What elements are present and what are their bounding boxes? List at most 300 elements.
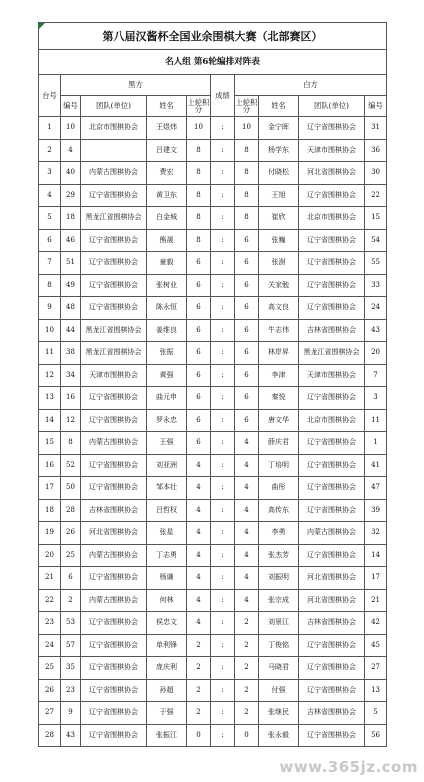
cell-black-team: 辽宁省围棋协会 (81, 387, 147, 410)
table-row (39, 409, 387, 432)
watermark: www.365jz.com (279, 758, 418, 776)
cell-white-team: 辽宁省围棋协会 (299, 117, 365, 140)
table-row (39, 454, 387, 477)
table-row (39, 207, 387, 230)
cell-black-team: 辽宁省围棋协会 (81, 454, 147, 477)
cell-white-number: 7 (365, 364, 387, 387)
cell-black-team: 辽宁省围棋协会 (81, 477, 147, 500)
cell-black-name: 姜维良 (147, 319, 187, 342)
cell-white-name: 秦悦 (259, 387, 299, 410)
pairing-table-frame (38, 22, 386, 747)
cell-black-name: 何林 (147, 589, 187, 612)
cell-black-team: 黑龙江省围棋协会 (81, 207, 147, 230)
cell-white-name: 张永毅 (259, 724, 299, 747)
header-table-no: 台号 (39, 75, 61, 117)
cell-result: : (211, 477, 235, 500)
cell-white-team: 北京市围棋协会 (299, 207, 365, 230)
cell-black-number: 57 (61, 634, 81, 657)
cell-white-number: 22 (365, 184, 387, 207)
cell-black-name: 丁志勇 (147, 544, 187, 567)
cell-table-no: 5 (39, 207, 61, 230)
cell-black-number: 10 (61, 117, 81, 140)
cell-white-number: 15 (365, 207, 387, 230)
cell-black-number: 34 (61, 364, 81, 387)
cell-white-prev-score: 8 (235, 207, 259, 230)
cell-white-number: 47 (365, 477, 387, 500)
table-row (39, 252, 387, 275)
cell-black-prev-score: 6 (187, 387, 211, 410)
cell-white-team: 内蒙古围棋协会 (299, 522, 365, 545)
cell-white-team: 河北省围棋协会 (299, 589, 365, 612)
table-row (39, 679, 387, 702)
cell-black-number: 35 (61, 657, 81, 680)
cell-result: : (211, 544, 235, 567)
cell-white-prev-score: 4 (235, 477, 259, 500)
cell-black-team: 辽宁省围棋协会 (81, 184, 147, 207)
cell-white-name: 薛庆君 (259, 432, 299, 455)
cell-black-prev-score: 4 (187, 544, 211, 567)
cell-white-number: 1 (365, 432, 387, 455)
cell-white-team: 辽宁省围棋协会 (299, 724, 365, 747)
cell-black-number: 53 (61, 612, 81, 635)
cell-black-number: 25 (61, 544, 81, 567)
cell-white-team: 辽宁省围棋协会 (299, 387, 365, 410)
cell-black-team: 辽宁省围棋协会 (81, 634, 147, 657)
cell-black-prev-score: 6 (187, 409, 211, 432)
cell-white-team: 辽宁省围棋协会 (299, 679, 365, 702)
cell-black-number: 43 (61, 724, 81, 747)
table-row (39, 432, 387, 455)
cell-table-no: 14 (39, 409, 61, 432)
cell-black-name: 邹本壮 (147, 477, 187, 500)
table-row (39, 499, 387, 522)
cell-white-name: 丁培明 (259, 454, 299, 477)
cell-result: : (211, 229, 235, 252)
cell-result: : (211, 657, 235, 680)
cell-black-number: 6 (61, 567, 81, 590)
cell-white-prev-score: 4 (235, 544, 259, 567)
cell-white-name: 张宗成 (259, 589, 299, 612)
cell-result: : (211, 522, 235, 545)
cell-black-number: 12 (61, 409, 81, 432)
cell-black-prev-score: 4 (187, 522, 211, 545)
cell-black-team: 内蒙古围棋协会 (81, 589, 147, 612)
header-black-number: 编号 (61, 96, 81, 117)
cell-black-prev-score: 6 (187, 342, 211, 365)
cell-white-number: 11 (365, 409, 387, 432)
cell-black-team: 天津市围棋协会 (81, 364, 147, 387)
cell-white-prev-score: 10 (235, 117, 259, 140)
cell-white-prev-score: 6 (235, 342, 259, 365)
cell-white-number: 42 (365, 612, 387, 635)
cell-white-prev-score: 6 (235, 274, 259, 297)
cell-black-team: 黑龙江省围棋协会 (81, 342, 147, 365)
cell-white-name: 金宁晖 (259, 117, 299, 140)
cell-black-number: 40 (61, 162, 81, 185)
cell-white-team: 辽宁省围棋协会 (299, 229, 365, 252)
table-row (39, 477, 387, 500)
cell-black-team: 北京市围棋协会 (81, 117, 147, 140)
cell-black-name: 白金城 (147, 207, 187, 230)
cell-white-number: 21 (365, 589, 387, 612)
cell-black-name: 张星 (147, 522, 187, 545)
cell-black-name: 庞庆利 (147, 657, 187, 680)
cell-white-number: 54 (365, 229, 387, 252)
cell-white-name: 杨学东 (259, 139, 299, 162)
cell-black-prev-score: 8 (187, 184, 211, 207)
cell-result: : (211, 567, 235, 590)
cell-black-team: 辽宁省围棋协会 (81, 409, 147, 432)
cell-table-no: 11 (39, 342, 61, 365)
cell-black-number: 23 (61, 679, 81, 702)
cell-black-name: 吕建文 (147, 139, 187, 162)
table-row (39, 297, 387, 320)
cell-result: : (211, 454, 235, 477)
cell-table-no: 21 (39, 567, 61, 590)
cell-white-team: 辽宁省围棋协会 (299, 432, 365, 455)
cell-black-name: 黄强 (147, 364, 187, 387)
cell-result: : (211, 499, 235, 522)
cell-white-name: 唐文华 (259, 409, 299, 432)
cell-black-prev-score: 4 (187, 499, 211, 522)
cell-white-prev-score: 2 (235, 702, 259, 725)
cell-black-name: 吕哲权 (147, 499, 187, 522)
cell-black-prev-score: 2 (187, 657, 211, 680)
cell-black-number: 26 (61, 522, 81, 545)
cell-table-no: 15 (39, 432, 61, 455)
cell-table-no: 26 (39, 679, 61, 702)
table-row (39, 364, 387, 387)
cell-white-name: 张巍 (259, 229, 299, 252)
cell-black-number: 9 (61, 702, 81, 725)
cell-white-name: 付强 (259, 679, 299, 702)
cell-black-prev-score: 2 (187, 679, 211, 702)
table-subtitle: 名人组 第6轮编排对阵表 (39, 50, 387, 75)
cell-white-team: 吉林省围棋协会 (299, 319, 365, 342)
cell-result: : (211, 702, 235, 725)
cell-white-prev-score: 4 (235, 432, 259, 455)
table-row (39, 319, 387, 342)
cell-black-prev-score: 8 (187, 229, 211, 252)
cell-result: : (211, 364, 235, 387)
cell-black-prev-score: 10 (187, 117, 211, 140)
table-row (39, 274, 387, 297)
cell-white-number: 30 (365, 162, 387, 185)
cell-white-number: 24 (365, 297, 387, 320)
cell-black-number: 4 (61, 139, 81, 162)
cell-white-prev-score: 6 (235, 297, 259, 320)
cell-white-prev-score: 0 (235, 724, 259, 747)
table-row (39, 342, 387, 365)
cell-table-no: 28 (39, 724, 61, 747)
cell-white-prev-score: 6 (235, 252, 259, 275)
cell-black-team: 辽宁省围棋协会 (81, 724, 147, 747)
cell-black-prev-score: 4 (187, 477, 211, 500)
cell-white-prev-score: 6 (235, 387, 259, 410)
cell-white-prev-score: 4 (235, 499, 259, 522)
cell-white-name: 高传东 (259, 499, 299, 522)
cell-black-number: 28 (61, 499, 81, 522)
cell-black-number: 2 (61, 589, 81, 612)
cell-white-team: 辽宁省围棋协会 (299, 544, 365, 567)
cell-table-no: 6 (39, 229, 61, 252)
cell-black-number: 44 (61, 319, 81, 342)
table-title: 第八届汉酱杯全国业余围棋大赛（北部赛区） (39, 23, 387, 50)
cell-white-name: 高文良 (259, 297, 299, 320)
cell-result: : (211, 342, 235, 365)
cell-black-team: 辽宁省围棋协会 (81, 612, 147, 635)
cell-black-prev-score: 4 (187, 567, 211, 590)
cell-black-number: 51 (61, 252, 81, 275)
cell-black-number: 52 (61, 454, 81, 477)
cell-white-name: 刘景江 (259, 612, 299, 635)
cell-white-prev-score: 8 (235, 184, 259, 207)
cell-white-number: 32 (365, 522, 387, 545)
cell-table-no: 13 (39, 387, 61, 410)
cell-black-prev-score: 4 (187, 612, 211, 635)
cell-white-name: 关家勉 (259, 274, 299, 297)
cell-white-number: 56 (365, 724, 387, 747)
cell-result: : (211, 589, 235, 612)
cell-black-team: 辽宁省围棋协会 (81, 229, 147, 252)
cell-black-name: 孙超 (147, 679, 187, 702)
cell-black-team: 黑龙江省围棋协会 (81, 319, 147, 342)
cell-black-prev-score: 4 (187, 589, 211, 612)
cell-black-team: 吉林省围棋协会 (81, 499, 147, 522)
cell-table-no: 20 (39, 544, 61, 567)
cell-black-team (81, 139, 147, 162)
cell-white-prev-score: 2 (235, 634, 259, 657)
cell-black-prev-score: 6 (187, 364, 211, 387)
cell-black-team: 辽宁省围棋协会 (81, 567, 147, 590)
cell-black-team: 辽宁省围棋协会 (81, 252, 147, 275)
cell-table-no: 23 (39, 612, 61, 635)
cell-black-team: 辽宁省围棋协会 (81, 702, 147, 725)
cell-black-name: 于强 (147, 702, 187, 725)
cell-black-name: 王煜炜 (147, 117, 187, 140)
cell-result: : (211, 432, 235, 455)
table-row (39, 117, 387, 140)
cell-white-team: 河北省围棋协会 (299, 567, 365, 590)
header-black: 黑方 (61, 75, 211, 96)
cell-black-name: 刘亚洲 (147, 454, 187, 477)
cell-white-prev-score: 4 (235, 454, 259, 477)
cell-white-number: 31 (365, 117, 387, 140)
cell-black-number: 18 (61, 207, 81, 230)
cell-white-number: 14 (365, 544, 387, 567)
table-row (39, 184, 387, 207)
cell-white-prev-score: 4 (235, 567, 259, 590)
cell-white-number: 27 (365, 657, 387, 680)
cell-table-no: 10 (39, 319, 61, 342)
cell-table-no: 27 (39, 702, 61, 725)
cell-white-team: 辽宁省围棋协会 (299, 634, 365, 657)
cell-white-team: 辽宁省围棋协会 (299, 499, 365, 522)
table-row (39, 544, 387, 567)
header-black-team: 团队(单位) (81, 96, 147, 117)
cell-black-prev-score: 6 (187, 274, 211, 297)
cell-black-prev-score: 8 (187, 207, 211, 230)
cell-white-name: 林岸昇 (259, 342, 299, 365)
cell-white-team: 北京市围棋协会 (299, 409, 365, 432)
cell-white-name: 曲彤 (259, 477, 299, 500)
cell-white-name: 付晓松 (259, 162, 299, 185)
cell-black-name: 曲元申 (147, 387, 187, 410)
cell-black-number: 8 (61, 432, 81, 455)
cell-white-team: 辽宁省围棋协会 (299, 274, 365, 297)
cell-white-team: 辽宁省围棋协会 (299, 252, 365, 275)
table-row (39, 387, 387, 410)
cell-black-number: 38 (61, 342, 81, 365)
cell-white-name: 李津 (259, 364, 299, 387)
cell-white-number: 33 (365, 274, 387, 297)
table-row (39, 702, 387, 725)
header-white-number: 编号 (365, 96, 387, 117)
cell-black-prev-score: 6 (187, 432, 211, 455)
cell-black-team: 内蒙古围棋协会 (81, 162, 147, 185)
cell-black-number: 48 (61, 297, 81, 320)
cell-table-no: 3 (39, 162, 61, 185)
cell-table-no: 24 (39, 634, 61, 657)
cell-white-name: 丁俊铭 (259, 634, 299, 657)
cell-white-prev-score: 6 (235, 364, 259, 387)
cell-white-number: 41 (365, 454, 387, 477)
cell-white-prev-score: 6 (235, 409, 259, 432)
pairing-table (38, 22, 387, 747)
cell-white-number: 17 (365, 567, 387, 590)
cell-white-team: 黑龙江省围棋协会 (299, 342, 365, 365)
cell-white-team: 河北省围棋协会 (299, 162, 365, 185)
header-white-name: 姓名 (259, 96, 299, 117)
header-white-prev-score: 上轮积分 (235, 96, 259, 117)
cell-black-team: 河北省围棋协会 (81, 522, 147, 545)
cell-result: : (211, 184, 235, 207)
cell-white-name: 牛志伟 (259, 319, 299, 342)
cell-white-prev-score: 6 (235, 319, 259, 342)
cell-black-team: 内蒙古围棋协会 (81, 544, 147, 567)
cell-white-number: 13 (365, 679, 387, 702)
cell-white-prev-score: 2 (235, 657, 259, 680)
cell-result: : (211, 297, 235, 320)
cell-black-name: 童毅 (147, 252, 187, 275)
cell-white-prev-score: 2 (235, 679, 259, 702)
cell-white-team: 辽宁省围棋协会 (299, 477, 365, 500)
cell-white-team: 辽宁省围棋协会 (299, 297, 365, 320)
cell-black-prev-score: 2 (187, 702, 211, 725)
cell-result: : (211, 679, 235, 702)
cell-black-team: 辽宁省围棋协会 (81, 657, 147, 680)
cell-result: : (211, 274, 235, 297)
cell-black-team: 内蒙古围棋协会 (81, 432, 147, 455)
cell-white-prev-score: 2 (235, 612, 259, 635)
cell-black-name: 张树业 (147, 274, 187, 297)
cell-black-name: 张振 (147, 342, 187, 365)
cell-result: : (211, 409, 235, 432)
cell-black-name: 费宏 (147, 162, 187, 185)
header-black-prev-score: 上轮积分 (187, 96, 211, 117)
cell-black-name: 单利锋 (147, 634, 187, 657)
cell-white-name: 王旭 (259, 184, 299, 207)
cell-table-no: 7 (39, 252, 61, 275)
cell-black-prev-score: 6 (187, 319, 211, 342)
cell-table-no: 17 (39, 477, 61, 500)
header-white-team: 团队(单位) (299, 96, 365, 117)
cell-black-name: 陈永恒 (147, 297, 187, 320)
cell-white-name: 张澍 (259, 252, 299, 275)
cell-white-name: 崔欣 (259, 207, 299, 230)
cell-white-name: 张杰芳 (259, 544, 299, 567)
header-white: 白方 (235, 75, 387, 96)
cell-result: : (211, 612, 235, 635)
cell-white-prev-score: 6 (235, 229, 259, 252)
table-row (39, 522, 387, 545)
cell-white-prev-score: 4 (235, 522, 259, 545)
cell-white-number: 55 (365, 252, 387, 275)
cell-white-number: 20 (365, 342, 387, 365)
cell-black-number: 16 (61, 387, 81, 410)
cell-white-name: 张继民 (259, 702, 299, 725)
cell-black-prev-score: 6 (187, 297, 211, 320)
cell-white-name: 李勇 (259, 522, 299, 545)
cell-table-no: 9 (39, 297, 61, 320)
table-row (39, 229, 387, 252)
table-row (39, 162, 387, 185)
cell-white-number: 3 (365, 387, 387, 410)
cell-result: : (211, 162, 235, 185)
cell-result: : (211, 387, 235, 410)
cell-white-number: 39 (365, 499, 387, 522)
cell-black-team: 辽宁省围棋协会 (81, 679, 147, 702)
cell-table-no: 22 (39, 589, 61, 612)
cell-black-name: 罗永忠 (147, 409, 187, 432)
table-row (39, 612, 387, 635)
cell-table-no: 4 (39, 184, 61, 207)
cell-white-team: 天津市围棋协会 (299, 364, 365, 387)
cell-black-name: 熊晟 (147, 229, 187, 252)
cell-white-number: 45 (365, 634, 387, 657)
cell-result: : (211, 724, 235, 747)
cell-table-no: 2 (39, 139, 61, 162)
cell-black-prev-score: 0 (187, 724, 211, 747)
cell-black-number: 50 (61, 477, 81, 500)
table-row (39, 567, 387, 590)
cell-table-no: 12 (39, 364, 61, 387)
cell-black-prev-score: 8 (187, 139, 211, 162)
cell-white-number: 5 (365, 702, 387, 725)
cell-result: : (211, 117, 235, 140)
cell-white-prev-score: 8 (235, 139, 259, 162)
cell-table-no: 18 (39, 499, 61, 522)
cell-white-team: 吉林省围棋协会 (299, 702, 365, 725)
cell-black-prev-score: 6 (187, 252, 211, 275)
header-black-name: 姓名 (147, 96, 187, 117)
cell-black-name: 黄卫东 (147, 184, 187, 207)
cell-table-no: 16 (39, 454, 61, 477)
cell-black-number: 46 (61, 229, 81, 252)
cell-white-team: 辽宁省围棋协会 (299, 184, 365, 207)
cell-white-team: 天津市围棋协会 (299, 139, 365, 162)
cell-white-prev-score: 4 (235, 589, 259, 612)
table-row (39, 634, 387, 657)
cell-black-prev-score: 8 (187, 162, 211, 185)
table-row (39, 724, 387, 747)
cell-black-prev-score: 4 (187, 454, 211, 477)
cell-black-number: 29 (61, 184, 81, 207)
cell-table-no: 19 (39, 522, 61, 545)
table-row (39, 589, 387, 612)
header-result: 成绩 (211, 75, 235, 117)
cell-black-prev-score: 2 (187, 634, 211, 657)
